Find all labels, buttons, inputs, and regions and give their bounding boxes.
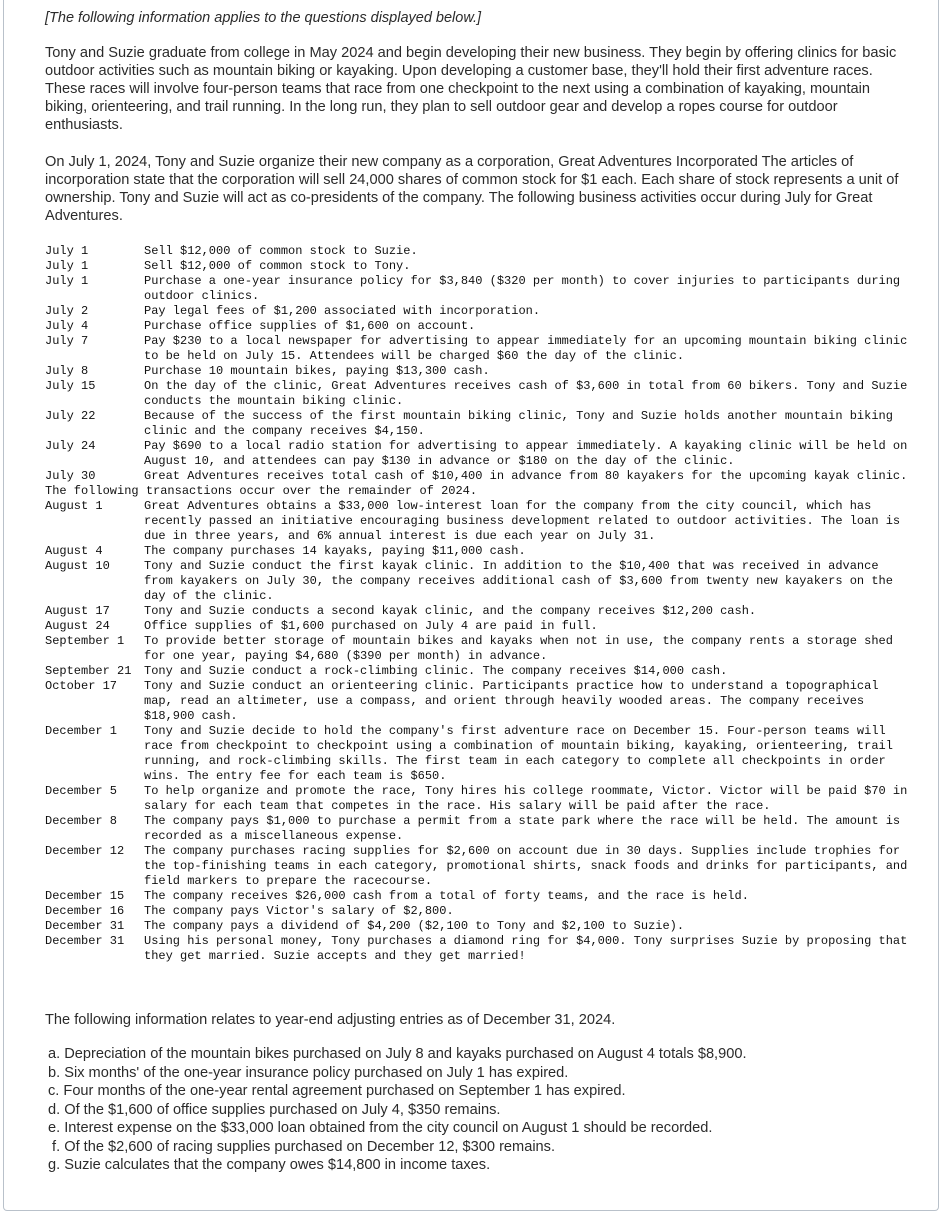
transaction-date: July 1 xyxy=(45,259,89,273)
transaction-date: August 4 xyxy=(45,544,103,558)
transaction-date: August 24 xyxy=(45,619,110,633)
later-transactions xyxy=(45,499,910,964)
transaction-row xyxy=(45,559,910,604)
list-item: a. Depreciation of the mountain bikes purchased on July 8 and kayaks purchased on August 4 totals $8,900. xyxy=(48,1046,747,1062)
transaction-row xyxy=(45,844,910,889)
transaction-row xyxy=(45,499,910,544)
transaction-description: Tony and Suzie conduct an orienteering clinic. Participants practice how to understand a topographical map, read an altimeter, use a compass, and orient through heavily wooded areas. The company receives $18,900 cash. xyxy=(144,679,879,723)
transaction-description: On the day of the clinic, Great Adventures receives cash of $3,600 in total from 60 bikers. Tony and Suzie conducts the mountain biking clinic. xyxy=(144,379,908,408)
transaction-row xyxy=(45,274,910,304)
transaction-description: Purchase a one-year insurance policy for $3,840 ($320 per month) to cover injuries to participants during outdoor clinics. xyxy=(144,274,901,303)
transaction-row xyxy=(45,784,910,814)
transaction-row xyxy=(45,469,910,484)
transaction-date: December 5 xyxy=(45,784,118,798)
remainder-note: The following transactions occur over the remainder of 2024. xyxy=(45,484,478,498)
transaction-row xyxy=(45,334,910,364)
transaction-date: August 10 xyxy=(45,559,110,573)
transaction-date: September 21 xyxy=(45,664,132,678)
transaction-date: December 31 xyxy=(45,919,125,933)
transaction-description: Purchase office supplies of $1,600 on account. xyxy=(144,319,476,333)
transaction-row xyxy=(45,304,910,319)
transaction-row xyxy=(45,544,910,559)
transaction-description: Tony and Suzie decide to hold the company's first adventure race on December 15. Four-person teams will race from checkpoint to checkpoint using a combination of mountain biking, kayaking, orienteering, trail running, and rock-climbing skills. The first team in each category to complete all checkpoints in order wins. The entry fee for each team is $650. xyxy=(144,724,893,783)
transaction-description: The company purchases racing supplies for $2,600 on account due in 30 days. Supplies include trophies for the top-finishing teams in each category, promotional shirts, snack foods and drinks for participants, and field markers to prepare the racecourse. xyxy=(144,844,908,888)
incorporation-paragraph: On July 1, 2024, Tony and Suzie organize their new company as a corporation, Great Adventures Incorporated The articles of incorporation state that the corporation will sell 24,000 shares of common stock for $1 each. Each share of stock represents a unit of ownership. Tony and Suzie will act as co-presidents of the company. The following business activities occur during July for Great Adventures. xyxy=(45,154,899,224)
transaction-description: The company pays Victor's salary of $2,800. xyxy=(144,904,454,918)
transaction-row xyxy=(45,919,910,934)
transaction-description: Because of the success of the first mountain biking clinic, Tony and Suzie holds another mountain biking clinic and the company receives $4,150. xyxy=(144,409,893,438)
transaction-row xyxy=(45,244,910,259)
transaction-row xyxy=(45,679,910,724)
transaction-date: September 1 xyxy=(45,634,125,648)
transaction-row xyxy=(45,619,910,634)
transaction-description: The company receives $26,000 cash from a total of forty teams, and the race is held. xyxy=(144,889,749,903)
transaction-row xyxy=(45,724,910,784)
transaction-date: July 1 xyxy=(45,274,89,288)
transaction-description: Tony and Suzie conduct the first kayak clinic. In addition to the $10,400 that was received in advance from kayakers on July 30, the company receives additional cash of $3,600 from twenty new kayakers on the day of the clinic. xyxy=(144,559,893,603)
transaction-row xyxy=(45,814,910,844)
list-item: g. Suzie calculates that the company owes $14,800 in income taxes. xyxy=(48,1157,491,1173)
transaction-date: August 1 xyxy=(45,499,103,513)
transaction-date: July 7 xyxy=(45,334,89,348)
transaction-date: July 24 xyxy=(45,439,96,453)
list-item: f. Of the $2,600 of racing supplies purchased on December 12, $300 remains. xyxy=(48,1138,556,1155)
transaction-date: July 2 xyxy=(45,304,89,318)
transaction-row xyxy=(45,904,910,919)
transaction-row xyxy=(45,364,910,379)
july-transactions xyxy=(45,244,910,484)
transaction-date: July 30 xyxy=(45,469,96,483)
transaction-description: Purchase 10 mountain bikes, paying $13,300 cash. xyxy=(144,364,490,378)
transaction-row xyxy=(45,889,910,904)
transaction-description: Sell $12,000 of common stock to Suzie. xyxy=(144,244,418,258)
transaction-date: July 8 xyxy=(45,364,89,378)
adjusting-entries-list xyxy=(48,1045,908,1175)
transaction-description: To provide better storage of mountain bikes and kayaks when not in use, the company rents a storage shed for one year, paying $4,680 ($390 per month) in advance. xyxy=(144,634,893,663)
transaction-description: Great Adventures obtains a $33,000 low-interest loan for the company from the city council, which has recently passed an initiative encouraging business development related to outdoor activities. The loan is due in three years, and 6% annual interest is due each year on July 31. xyxy=(144,499,901,543)
transaction-row xyxy=(45,634,910,664)
transaction-row xyxy=(45,409,910,439)
transaction-date: December 1 xyxy=(45,724,118,738)
intro-note: [The following information applies to the questions displayed below.] xyxy=(45,10,482,26)
list-item: c. Four months of the one-year rental agreement purchased on September 1 has expired. xyxy=(48,1083,626,1099)
transaction-row xyxy=(45,604,910,619)
list-item: b. Six months' of the one-year insurance policy purchased on July 1 has expired. xyxy=(48,1064,569,1081)
list-item: e. Interest expense on the $33,000 loan obtained from the city council on August 1 should be recorded. xyxy=(48,1120,713,1136)
transaction-row xyxy=(45,664,910,679)
transaction-row xyxy=(45,439,910,469)
transaction-description: Pay $690 to a local radio station for advertising to appear immediately. A kayaking clinic will be held on August 10, and attendees can pay $130 in advance or $180 on the day of the clinic. xyxy=(144,439,908,468)
transaction-row xyxy=(45,319,910,334)
transaction-description: To help organize and promote the race, Tony hires his college roommate, Victor. Victor will be paid $70 in salary for each team that competes in the race. His salary will be paid after the race. xyxy=(144,784,908,813)
background-paragraph: Tony and Suzie graduate from college in May 2024 and begin developing their new business. They begin by offering clinics for basic outdoor activities such as mountain biking or kayaking. Upon developing a customer base, they'll hold their first adventure races. These races will involve four-person teams that race from one checkpoint to the next using a combination of kayaking, mountain biking, orienteering, and trail running. In the long run, they plan to sell outdoor gear and develop a ropes course for outdoor enthusiasts. xyxy=(45,45,897,133)
transaction-description: Office supplies of $1,600 purchased on July 4 are paid in full. xyxy=(144,619,598,633)
transaction-description: The company pays a dividend of $4,200 ($2,100 to Tony and $2,100 to Suzie). xyxy=(144,919,685,933)
transaction-description: Great Adventures receives total cash of $10,400 in advance from 80 kayakers for the upcoming kayak clinic. xyxy=(144,469,908,483)
transaction-date: December 12 xyxy=(45,844,125,858)
transaction-row xyxy=(45,259,910,274)
transaction-description: The company pays $1,000 to purchase a permit from a state park where the race will be held. The amount is recorded as a miscellaneous expense. xyxy=(144,814,901,843)
transaction-date: December 16 xyxy=(45,904,125,918)
transaction-date: December 8 xyxy=(45,814,118,828)
transaction-date: October 17 xyxy=(45,679,118,693)
list-item: d. Of the $1,600 of office supplies purchased on July 4, $350 remains. xyxy=(48,1101,501,1118)
transaction-description: Pay legal fees of $1,200 associated with incorporation. xyxy=(144,304,541,318)
transaction-row xyxy=(45,934,910,964)
transaction-date: December 31 xyxy=(45,934,125,948)
transaction-date: July 4 xyxy=(45,319,89,333)
transaction-description: Tony and Suzie conducts a second kayak clinic, and the company receives $12,200 cash. xyxy=(144,604,757,618)
transaction-date: August 17 xyxy=(45,604,110,618)
adjusting-entries-title: The following information relates to year-end adjusting entries as of December 31, 2024. xyxy=(45,1012,616,1028)
transaction-description: Pay $230 to a local newspaper for advertising to appear immediately for an upcoming mountain biking clinic to be held on July 15. Attendees will be charged $60 the day of the clinic. xyxy=(144,334,908,363)
transaction-list xyxy=(45,244,910,964)
transaction-date: December 15 xyxy=(45,889,125,903)
transaction-description: Sell $12,000 of common stock to Tony. xyxy=(144,259,411,273)
transaction-description: Using his personal money, Tony purchases a diamond ring for $4,000. Tony surprises Suzie by proposing that they get married. Suzie accepts and they get married! xyxy=(144,934,908,963)
transaction-row xyxy=(45,379,910,409)
transaction-date: July 1 xyxy=(45,244,89,258)
transaction-description: Tony and Suzie conduct a rock-climbing clinic. The company receives $14,000 cash. xyxy=(144,664,728,678)
transaction-description: The company purchases 14 kayaks, paying $11,000 cash. xyxy=(144,544,526,558)
transaction-date: July 15 xyxy=(45,379,96,393)
transaction-date: July 22 xyxy=(45,409,96,423)
